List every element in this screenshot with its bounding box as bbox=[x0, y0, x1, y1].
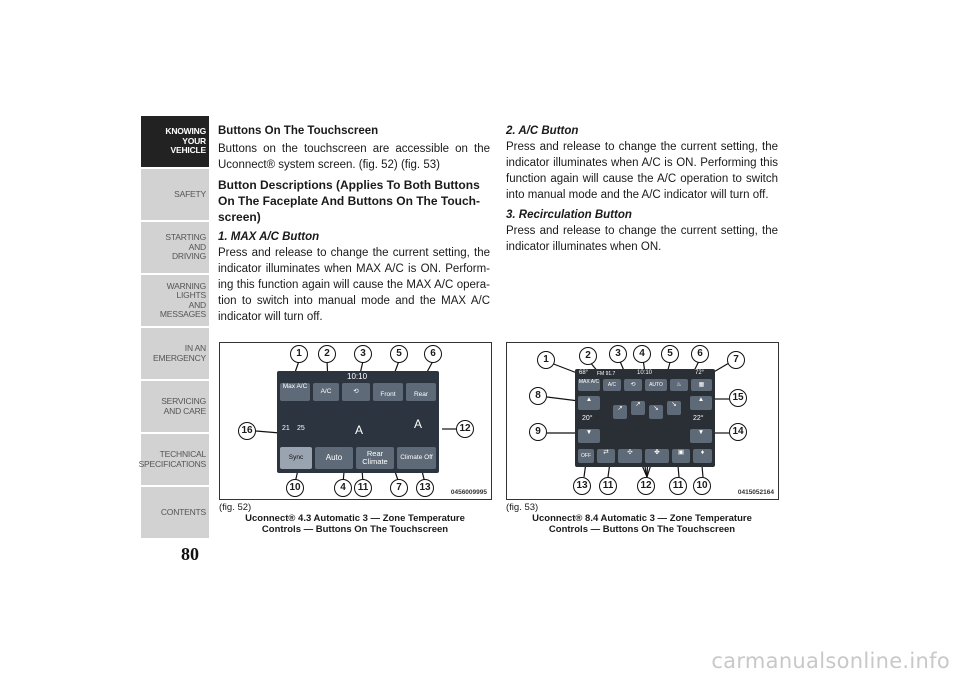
front-defrost-button[interactable] bbox=[670, 379, 688, 391]
tab-label: WARNING bbox=[166, 280, 206, 291]
item-title: 1. MAX A/C Button bbox=[218, 231, 320, 243]
tab-servicing-and-care[interactable] bbox=[141, 381, 209, 432]
callout-11: 11 bbox=[354, 479, 372, 497]
fan-icon: ✤ bbox=[654, 449, 660, 456]
defrost-icon: ♨ bbox=[676, 382, 682, 388]
callout-2: 2 bbox=[579, 347, 597, 365]
callout-11: 11 bbox=[669, 477, 687, 495]
driver-temp: 20° bbox=[582, 415, 593, 422]
item-paragraph: Press and release to change the current setting, the indicator illuminates when ON. bbox=[506, 225, 778, 253]
rear-climate-button[interactable] bbox=[672, 449, 690, 463]
airflow-icon: ↗ bbox=[617, 405, 623, 412]
figure-title: Uconnect® 8.4 Automatic 3 — Zone Temperature bbox=[532, 513, 752, 524]
callout-10: 10 bbox=[286, 479, 304, 497]
passenger-auto-indicator: A bbox=[414, 417, 423, 431]
ac-button[interactable]: A/C bbox=[313, 383, 339, 401]
tab-label: STARTING bbox=[165, 232, 206, 243]
right-column bbox=[506, 123, 778, 255]
auto-button[interactable]: AUTO bbox=[645, 379, 667, 391]
fan-down-button[interactable] bbox=[618, 449, 642, 463]
figure-52 bbox=[219, 342, 492, 500]
callout-9: 9 bbox=[529, 423, 547, 441]
callout-12: 12 bbox=[456, 420, 474, 438]
callout-15: 15 bbox=[729, 389, 747, 407]
arrow-up-icon: ▲ bbox=[697, 396, 705, 403]
callout-8: 8 bbox=[529, 387, 547, 405]
touchscreen-display bbox=[277, 371, 439, 473]
tab-label: AND bbox=[188, 241, 206, 252]
tab-label: EMERGENCY bbox=[153, 352, 206, 363]
callout-11: 11 bbox=[599, 477, 617, 495]
subsection-heading: Button Descriptions (Applies To Both Buttons On The Faceplate And Buttons On The Touch-screen) bbox=[218, 178, 480, 224]
driver-temp-down-button[interactable] bbox=[578, 429, 600, 443]
item-title: 3. Recirculation Button bbox=[506, 209, 632, 221]
rear-climate-button[interactable]: Rear Climate bbox=[356, 447, 394, 469]
climate-off-button[interactable]: Climate Off bbox=[397, 447, 436, 469]
tab-label: IN AN bbox=[184, 343, 206, 353]
tab-label: VEHICLE bbox=[170, 145, 206, 156]
callout-14: 14 bbox=[729, 423, 747, 441]
callout-13: 13 bbox=[416, 479, 434, 497]
tab-label: SAFETY bbox=[174, 188, 206, 199]
mode-button[interactable] bbox=[667, 401, 681, 415]
max-ac-button[interactable]: Max A/C bbox=[280, 383, 310, 401]
intro-paragraph: Buttons on the touchscreen are accessible on the Uconnect® system screen. (fig. 52) (fig. 53) bbox=[218, 143, 490, 171]
sync-button[interactable] bbox=[597, 449, 615, 463]
mode-button[interactable] bbox=[649, 405, 663, 419]
tab-contents[interactable] bbox=[141, 487, 209, 538]
callout-12: 12 bbox=[637, 477, 655, 495]
tab-label: KNOWING bbox=[165, 126, 206, 137]
driver-temp-up-button[interactable] bbox=[578, 396, 600, 410]
tab-label: YOUR bbox=[182, 135, 206, 146]
passenger-temp-down-button[interactable] bbox=[690, 429, 712, 443]
clock-readout: 10:10 bbox=[637, 370, 653, 376]
figure-code: 0456009995 bbox=[450, 489, 487, 496]
recirculation-button[interactable] bbox=[624, 379, 642, 391]
fan-up-button[interactable] bbox=[645, 449, 669, 463]
figure-title: Controls — Buttons On The Touchscreen bbox=[548, 524, 736, 535]
recirculation-button[interactable] bbox=[342, 383, 370, 401]
left-column bbox=[218, 123, 490, 325]
airflow-icon: ↗ bbox=[635, 401, 641, 408]
clock-readout: 10:10 bbox=[347, 372, 368, 381]
callout-10: 10 bbox=[693, 477, 711, 495]
tab-label: TECHNICAL bbox=[159, 449, 206, 459]
tab-technical-specifications[interactable] bbox=[138, 434, 209, 485]
callout-3: 3 bbox=[354, 345, 372, 363]
figure-label: (fig. 52) bbox=[219, 502, 252, 513]
arrow-down-icon: ▼ bbox=[697, 429, 705, 436]
callout-1: 1 bbox=[537, 351, 555, 369]
rear-temp: 25 bbox=[297, 425, 305, 432]
airflow-icon: ↘ bbox=[653, 405, 659, 412]
item-paragraph: Press and release to change the current setting, the indicator illuminates when A/C is ON. Performing this function again will cause the A/C operation to switch into manual mode and the A/C indicator will turn off. bbox=[506, 141, 778, 201]
tab-label: DRIVING bbox=[171, 251, 206, 262]
rear-defrost-button[interactable] bbox=[691, 379, 712, 391]
tab-starting-and-driving[interactable] bbox=[141, 222, 209, 273]
tab-label: CONTENTS bbox=[160, 506, 206, 517]
rear-defrost-icon: ▦ bbox=[698, 382, 705, 388]
figure-title: Uconnect® 4.3 Automatic 3 — Zone Temperature bbox=[245, 513, 465, 524]
auto-indicator: A bbox=[355, 423, 364, 437]
tab-safety[interactable] bbox=[141, 169, 209, 220]
passenger-temp: 22° bbox=[693, 415, 704, 422]
tab-in-an-emergency[interactable] bbox=[141, 328, 209, 379]
figure-53 bbox=[506, 342, 779, 500]
callout-7: 7 bbox=[727, 351, 745, 369]
passenger-temp-up-button[interactable] bbox=[690, 396, 712, 410]
callout-5: 5 bbox=[661, 345, 679, 363]
driver-temp: 21 bbox=[282, 425, 290, 432]
tab-label: AND bbox=[188, 299, 206, 310]
outside-temp: 68° bbox=[579, 370, 589, 376]
tab-label: MESSAGES bbox=[159, 309, 206, 319]
figure-code: 0415052164 bbox=[737, 489, 774, 496]
callout-13: 13 bbox=[573, 477, 591, 495]
seat-icon: ♦ bbox=[700, 449, 705, 456]
callout-5: 5 bbox=[390, 345, 408, 363]
arrow-up-icon: ▲ bbox=[585, 396, 593, 403]
fan-icon: ✣ bbox=[627, 449, 633, 456]
page-number: 80 bbox=[181, 544, 199, 564]
figure-title: Controls — Buttons On The Touchscreen bbox=[261, 524, 449, 535]
section-tabs bbox=[138, 116, 209, 540]
callout-16: 16 bbox=[238, 422, 256, 440]
seat-button[interactable] bbox=[693, 449, 712, 463]
mode-button[interactable] bbox=[613, 405, 627, 419]
max-ac-button[interactable]: MAX A/C bbox=[578, 379, 600, 391]
item-paragraph: Press and release to change the current setting, the indicator illuminates when MAX A/C is ON. Perform-ing this function again will cause the MAX A/C opera-tion to switch into manual mode and the MAX A/C indicator will turn off. bbox=[218, 247, 490, 323]
callout-2: 2 bbox=[318, 345, 336, 363]
sync-icon: ⇄ bbox=[603, 449, 609, 456]
section-heading: Buttons On The Touchscreen bbox=[218, 125, 379, 137]
tab-knowing-your-vehicle[interactable] bbox=[141, 116, 209, 167]
radio-station: FM 91.7 bbox=[597, 371, 616, 377]
recirculation-icon: ⟲ bbox=[630, 382, 636, 388]
rear-defrost-button[interactable]: Rear bbox=[406, 383, 436, 401]
callout-3: 3 bbox=[609, 345, 627, 363]
front-defrost-button[interactable]: Front bbox=[373, 383, 403, 401]
callout-6: 6 bbox=[691, 345, 709, 363]
figure-label: (fig. 53) bbox=[506, 502, 539, 513]
figure-53-caption bbox=[506, 502, 778, 535]
arrow-down-icon: ▼ bbox=[585, 429, 593, 436]
mode-button[interactable] bbox=[631, 401, 645, 415]
watermark: carmanualsonline.info bbox=[711, 649, 950, 673]
tab-label: SPECIFICATIONS bbox=[138, 458, 206, 469]
item-title: 2. A/C Button bbox=[506, 125, 579, 137]
callout-4: 4 bbox=[334, 479, 352, 497]
callout-6: 6 bbox=[424, 345, 442, 363]
recirculation-icon: ⟲ bbox=[353, 388, 359, 395]
tab-warning-lights[interactable] bbox=[141, 275, 209, 326]
climate-off-button[interactable]: OFF bbox=[578, 449, 594, 463]
sync-button[interactable]: Sync bbox=[280, 447, 312, 469]
passenger-temp-readout: 72° bbox=[695, 370, 705, 376]
figure-52-caption bbox=[219, 502, 491, 535]
tab-label: LIGHTS bbox=[176, 290, 206, 300]
callout-7: 7 bbox=[390, 479, 408, 497]
callout-1: 1 bbox=[290, 345, 308, 363]
airflow-icon: ↘ bbox=[671, 401, 677, 408]
tab-label: SERVICING bbox=[161, 396, 206, 406]
tab-label: AND CARE bbox=[163, 405, 206, 416]
ac-button[interactable]: A/C bbox=[603, 379, 621, 391]
callout-4: 4 bbox=[633, 345, 651, 363]
touchscreen-display bbox=[575, 369, 715, 467]
rear-climate-icon: ▣ bbox=[677, 449, 685, 456]
auto-button[interactable]: Auto bbox=[315, 447, 353, 469]
